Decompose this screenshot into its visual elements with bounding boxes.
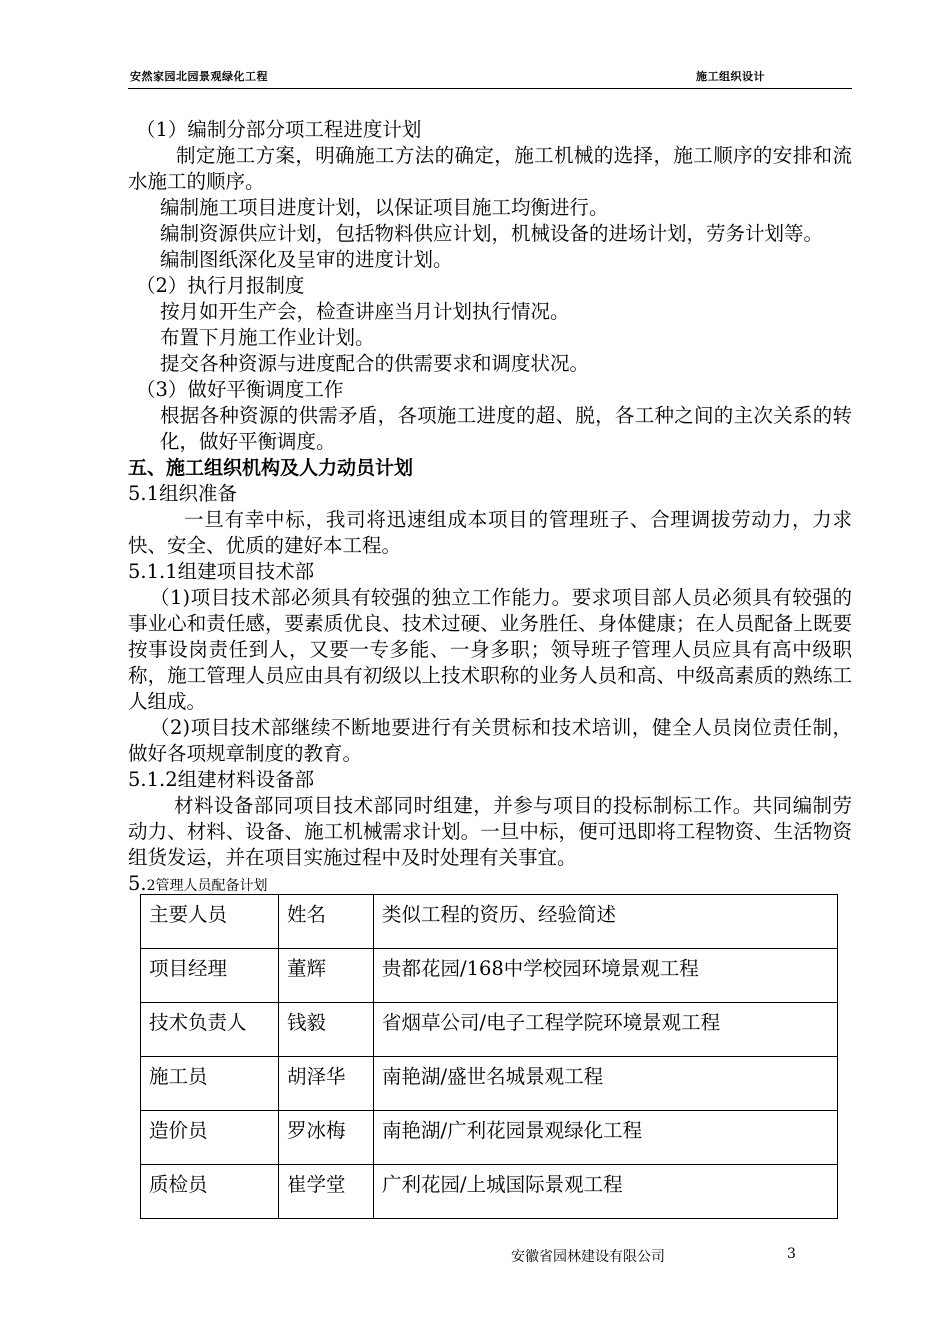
footer-page-number: 3 (787, 1246, 796, 1262)
paragraph-materials-dept: 材料设备部同项目技术部同时组建，并参与项目的投标制标工作。共同编制劳动力、材料、设备、施工机械需求计划。一旦中标，便可迅即将工程物资、生活物资组货发运，并在项目实施过程中及时处理有关事宜。 (128, 794, 852, 869)
table-row (141, 1165, 838, 1219)
heading-5-1-2: 5.1.2组建材料设备部 (128, 768, 315, 791)
table-row (141, 1111, 838, 1165)
cell-role: 质检员 (141, 1165, 279, 1219)
cell-name: 钱毅 (279, 1003, 374, 1057)
cell-name: 罗冰梅 (279, 1111, 374, 1165)
paragraph-supply-demand: 提交各种资源与进度配合的供需要求和调度状况。 (160, 352, 590, 375)
header-rule (128, 88, 852, 89)
table-row (141, 1003, 838, 1057)
cell-name: 董辉 (279, 949, 374, 1003)
cell-role: 施工员 (141, 1057, 279, 1111)
cell-role: 技术负责人 (141, 1003, 279, 1057)
footer-company: 安徽省园林建设有限公司 (511, 1249, 665, 1265)
header-cell-experience: 类似工程的资历、经验简述 (374, 895, 838, 949)
heading-5-1: 5.1组织准备 (128, 482, 238, 505)
subheading-1: （1）编制分部分项工程进度计划 (136, 118, 422, 141)
paragraph-next-month: 布置下月施工作业计划。 (160, 326, 375, 349)
cell-role: 造价员 (141, 1111, 279, 1165)
subheading-2: （2）执行月报制度 (136, 274, 305, 297)
table-header-row (141, 895, 838, 949)
paragraph-tech-dept-1: （1)项目技术部必须具有较强的独立工作能力。要求项目部人员必须具有较强的事业心和责任感，要素质优良、技术过硬、业务胜任、身体健康；在人员配备上既要按事设岗责任到人，又要一专多能、一身多职；领导班子管理人员应具有高中级职称，施工管理人员应由具有初级以上技术职称的业务人员和高、中级高素质的熟练工人组成。 (128, 586, 852, 713)
paragraph-schedule: 编制施工项目进度计划，以保证项目施工均衡进行。 (160, 196, 609, 219)
header-project-title: 安然家园北园景观绿化工程 (130, 70, 268, 83)
caption-text: 2管理人员配备计划 (146, 878, 268, 894)
paragraph-organization: 一旦有幸中标，我司将迅速组成本项目的管理班子、合理调拔劳动力，力求快、安全、优质的建好本工程。 (128, 508, 852, 557)
paragraph-construction-plan: 制定施工方案，明确施工方法的确定，施工机械的选择，施工顺序的安排和流水施工的顺序。 (128, 144, 852, 193)
header-cell-role: 主要人员 (141, 895, 279, 949)
paragraph-resources: 编制资源供应计划，包括物料供应计划，机械设备的进场计划，劳务计划等。 (160, 222, 824, 245)
cell-experience: 南艳湖/广利花园景观绿化工程 (374, 1111, 838, 1165)
cell-experience: 贵都花园/168中学校园环境景观工程 (374, 949, 838, 1003)
subheading-3: （3）做好平衡调度工作 (136, 378, 344, 401)
cell-role: 项目经理 (141, 949, 279, 1003)
cell-experience: 广利花园/上城国际景观工程 (374, 1165, 838, 1219)
cell-name: 崔学堂 (279, 1165, 374, 1219)
header-doc-type: 施工组织设计 (696, 70, 765, 83)
caption-number: 5. (128, 872, 147, 895)
heading-5-1-1: 5.1.1组建项目技术部 (128, 560, 315, 583)
cell-name: 胡泽华 (279, 1057, 374, 1111)
paragraph-drawings: 编制图纸深化及呈审的进度计划。 (160, 248, 453, 271)
document-body (128, 117, 852, 897)
staffing-table (140, 894, 838, 1219)
paragraph-balance: 根据各种资源的供需矛盾，各项施工进度的超、脱，各工种之间的主次关系的转化，做好平衡调度。 (160, 404, 852, 453)
cell-experience: 省烟草公司/电子工程学院环境景观工程 (374, 1003, 838, 1057)
table-row (141, 1057, 838, 1111)
paragraph-monthly-meeting: 按月如开生产会，检查讲座当月计划执行情况。 (160, 300, 570, 323)
section-heading-5: 五、施工组织机构及人力动员计划 (128, 457, 414, 479)
paragraph-tech-dept-2: （2)项目技术部继续不断地要进行有关贯标和技术培训，健全人员岗位责任制，做好各项规章制度的教育。 (128, 716, 852, 765)
header-cell-name: 姓名 (279, 895, 374, 949)
cell-experience: 南艳湖/盛世名城景观工程 (374, 1057, 838, 1111)
table-row (141, 949, 838, 1003)
